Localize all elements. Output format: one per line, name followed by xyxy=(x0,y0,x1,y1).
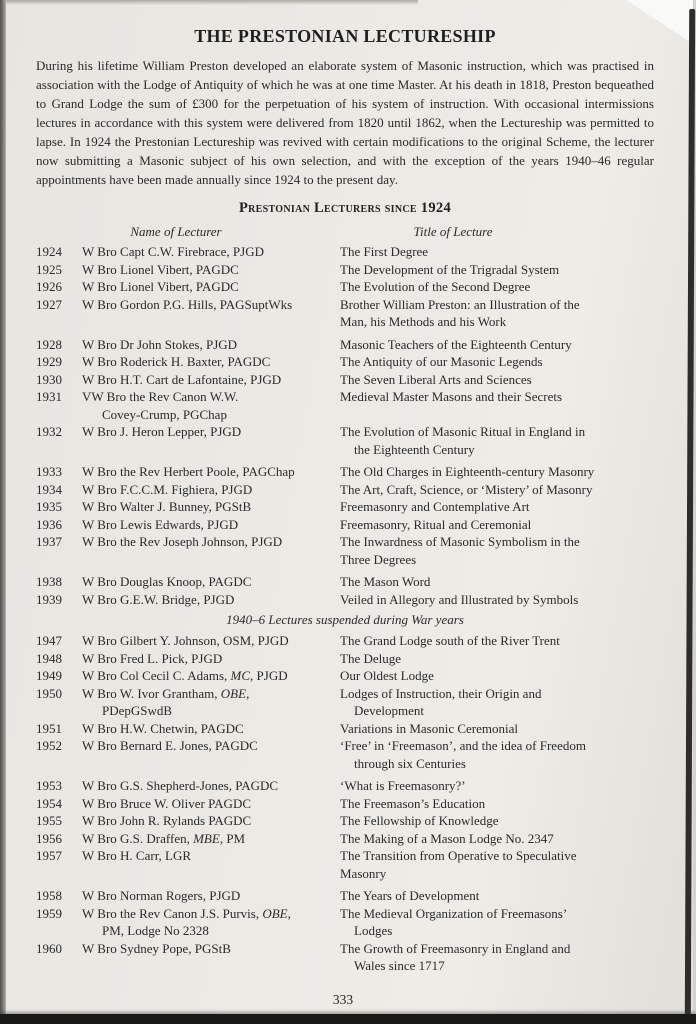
scan-edge-bottom xyxy=(0,1014,696,1024)
lecture-title-cell: The Art, Craft, Science, or ‘Mistery’ of Masonry xyxy=(340,481,593,497)
intro-paragraph: During his lifetime William Preston developed an elaborate system of Masonic instruction, which was practised in association with the Lodge of Antiquity of which he was at one time Master. At his death in 1818, Preston bequeathed to Grand Lodge the sum of £300 for the perpetuation of his system of instruction. With occasional intermissions lectures in accordance with this system were delivered from 1820 until 1862, when the Lectureship was permitted to lapse. In 1924 the Prestonian Lectureship was revived with certain modifications to the original Scheme, the lecturer now submitting a Masonic subject of his own selection, and with the exception of the years 1940–46 regular appointments have been made annually since 1924 to the present day. xyxy=(36,58,654,187)
column-header-name-of-lecturer: Name of Lecturer xyxy=(130,224,222,239)
year-cell: 1948 xyxy=(36,650,62,666)
lecturer-name-cell: W Bro Gordon P.G. Hills, PAGSuptWks xyxy=(82,296,293,312)
lecture-title-cell: Variations in Masonic Ceremonial xyxy=(340,720,518,736)
year-cell: 1952 xyxy=(36,738,62,753)
year-cell: 1928 xyxy=(36,336,62,352)
page-number: 333 xyxy=(332,992,354,1007)
lecturer-name-cell: W Bro Roderick H. Baxter, PAGDC xyxy=(82,354,271,369)
lecturer-name-cell: W Bro Sydney Pope, PGStB xyxy=(82,940,231,956)
book-gutter-edge-left xyxy=(0,0,6,1024)
lecturer-name-cell: W Bro G.S. Draffen, MBE, PM xyxy=(82,830,246,846)
year-cell: 1951 xyxy=(36,720,62,736)
lecturer-row xyxy=(36,336,654,354)
year-cell: 1937 xyxy=(36,534,62,549)
lecturer-row xyxy=(36,423,654,458)
lecture-title-cell: Freemasonry and Contemplative Art xyxy=(340,499,530,514)
year-column-spacer xyxy=(36,224,82,240)
lecturer-name-cell: W Bro John R. Rylands PAGDC xyxy=(82,813,252,828)
year-cell: 1938 xyxy=(36,574,62,589)
lecture-title-cell: Brother William Preston: an Illustration of the Man, his Methods and his Work xyxy=(340,296,580,329)
lecturer-row xyxy=(36,533,654,568)
lecturer-row xyxy=(36,371,654,389)
lecturer-row xyxy=(36,650,654,668)
lecture-title-cell: The Grand Lodge south of the River Trent xyxy=(340,633,560,648)
lecturer-name-cell: VW Bro the Rev Canon W.W. Covey-Crump, PGChap xyxy=(82,389,239,422)
year-cell: 1950 xyxy=(36,685,62,701)
lecturer-name-cell: W Bro Dr John Stokes, PJGD xyxy=(82,336,238,352)
lecturer-name-cell: W Bro the Rev Herbert Poole, PAGChap xyxy=(82,464,295,479)
lecturer-name-cell: W Bro Bernard E. Jones, PAGDC xyxy=(82,738,258,753)
column-header-title-of-lecture: Title of Lecture xyxy=(413,224,493,239)
lecturer-name-cell: W Bro Walter J. Bunney, PGStB xyxy=(82,499,252,514)
lecturer-row xyxy=(36,591,654,609)
lecture-title-cell: The Seven Liberal Arts and Sciences xyxy=(340,371,532,387)
year-cell: 1958 xyxy=(36,888,62,903)
lecturer-name-cell: W Bro G.S. Shepherd-Jones, PAGDC xyxy=(82,778,279,793)
lecture-title-cell: The Fellowship of Knowledge xyxy=(340,813,499,828)
lecturer-name-cell: W Bro the Rev Canon J.S. Purvis, OBE, PM, Lodge No 2328 xyxy=(82,905,291,938)
year-cell: 1932 xyxy=(36,424,62,439)
year-cell: 1925 xyxy=(36,261,62,277)
year-cell: 1960 xyxy=(36,940,62,956)
year-cell: 1931 xyxy=(36,389,62,404)
lecture-title-cell: The First Degree xyxy=(340,244,429,259)
lecturer-row xyxy=(36,777,654,795)
year-cell: 1935 xyxy=(36,499,62,514)
lecture-title-cell: The Inwardness of Masonic Symbolism in the Three Degrees xyxy=(340,534,580,567)
year-cell: 1947 xyxy=(36,633,62,648)
lecture-title-cell: ‘Free’ in ‘Freemason’, and the idea of Freedom through six Centuries xyxy=(340,738,586,771)
lecturer-name-cell: W Bro Douglas Knoop, PAGDC xyxy=(82,574,252,589)
page-content xyxy=(36,0,654,975)
year-cell: 1926 xyxy=(36,279,62,294)
lecturer-row xyxy=(36,720,654,738)
year-cell: 1929 xyxy=(36,354,62,369)
year-cell: 1927 xyxy=(36,296,62,312)
lecturer-row xyxy=(36,243,654,261)
lecturer-row xyxy=(36,830,654,848)
lecturer-name-cell: W Bro Capt C.W. Firebrace, PJGD xyxy=(82,244,264,259)
year-cell: 1924 xyxy=(36,244,62,259)
lecturer-name-cell: W Bro H. Carr, LGR xyxy=(82,848,192,863)
lecturer-name-cell: W Bro Norman Rogers, PJGD xyxy=(82,888,241,903)
year-cell: 1949 xyxy=(36,668,62,683)
lecturer-name-cell: W Bro Lionel Vibert, PAGDC xyxy=(82,261,239,277)
lecture-title-cell: The Antiquity of our Masonic Legends xyxy=(340,354,543,369)
lecture-title-cell: Freemasonry, Ritual and Ceremonial xyxy=(340,516,532,532)
lecture-title-cell: Veiled in Allegory and Illustrated by Symbols xyxy=(340,591,579,607)
lecture-title-cell: ‘What is Freemasonry?’ xyxy=(340,778,466,793)
lecturer-row xyxy=(36,905,654,940)
lecturer-row xyxy=(36,940,654,975)
lecture-title-cell: The Development of the Trigradal System xyxy=(340,261,560,277)
lecturer-name-cell: W Bro J. Heron Lepper, PJGD xyxy=(82,424,242,439)
lecture-title-cell: Our Oldest Lodge xyxy=(340,668,434,683)
page-title: THE PRESTONIAN LECTURESHIP xyxy=(194,26,496,46)
lecturer-name-cell: W Bro W. Ivor Grantham, OBE, PDepGSwdB xyxy=(82,685,250,718)
year-cell: 1955 xyxy=(36,813,62,828)
lecture-title-cell: The Years of Development xyxy=(340,888,480,903)
lecturer-row xyxy=(36,278,654,296)
lecture-title-cell: The Making of a Mason Lodge No. 2347 xyxy=(340,830,554,846)
lecture-title-cell: The Evolution of the Second Degree xyxy=(340,279,531,294)
lecture-title-cell: The Mason Word xyxy=(340,574,431,589)
lecturer-row xyxy=(36,296,654,331)
lecturer-row xyxy=(36,737,654,772)
lecture-title-cell: The Medieval Organization of Freemasons’ Lodges xyxy=(340,905,568,938)
lecture-title-cell: The Growth of Freemasonry in England and Wales since 1717 xyxy=(340,940,571,973)
lecturer-name-cell: W Bro H.T. Cart de Lafontaine, PJGD xyxy=(82,371,282,387)
lecture-title-cell: Medieval Master Masons and their Secrets xyxy=(340,389,563,404)
section-heading: Prestonian Lecturers since 1924 xyxy=(238,200,451,216)
table-column-headers xyxy=(36,224,654,240)
lecturer-name-cell: W Bro Gilbert Y. Johnson, OSM, PJGD xyxy=(82,633,289,648)
year-cell: 1936 xyxy=(36,516,62,532)
year-cell: 1933 xyxy=(36,464,62,479)
lecturer-name-cell: W Bro the Rev Joseph Johnson, PJGD xyxy=(82,534,283,549)
lecture-title-cell: Masonic Teachers of the Eighteenth Century xyxy=(340,336,572,352)
lecture-title-cell: The Old Charges in Eighteenth-century Masonry xyxy=(340,464,595,479)
lecture-title-cell: Lodges of Instruction, their Origin and Development xyxy=(340,685,542,718)
year-cell: 1939 xyxy=(36,591,62,607)
lecture-title-cell: The Evolution of Masonic Ritual in England in the Eighteenth Century xyxy=(340,424,586,457)
lecturer-row xyxy=(36,685,654,720)
year-cell: 1934 xyxy=(36,481,62,497)
lecture-title-cell: The Deluge xyxy=(340,650,402,666)
lecturer-row xyxy=(36,795,654,813)
lecture-title-cell: The Freemason’s Education xyxy=(340,795,486,811)
lecturer-name-cell: W Bro H.W. Chetwin, PAGDC xyxy=(82,720,244,736)
lecturer-row xyxy=(36,481,654,499)
lecturer-row xyxy=(36,463,654,481)
lecturer-row xyxy=(36,887,654,905)
year-cell: 1959 xyxy=(36,905,62,921)
lecturer-row xyxy=(36,667,654,685)
lecturer-row xyxy=(36,847,654,882)
lecturer-name-cell: W Bro F.C.C.M. Fighiera, PJGD xyxy=(82,481,253,497)
lecturers-table-postwar xyxy=(36,632,654,975)
lecturer-row xyxy=(36,388,654,423)
lecturer-name-cell: W Bro Lionel Vibert, PAGDC xyxy=(82,279,239,294)
lecturer-row xyxy=(36,812,654,830)
lecturer-row xyxy=(36,353,654,371)
lecturer-row xyxy=(36,573,654,591)
war-years-note: 1940–6 Lectures suspended during War years xyxy=(226,612,464,627)
lecturer-name-cell: W Bro Lewis Edwards, PJGD xyxy=(82,516,239,532)
lecturer-row xyxy=(36,261,654,279)
year-cell: 1956 xyxy=(36,830,62,846)
lecturer-row xyxy=(36,498,654,516)
lecturer-row xyxy=(36,632,654,650)
lecturer-name-cell: W Bro Col Cecil C. Adams, MC, PJGD xyxy=(82,668,288,683)
year-cell: 1954 xyxy=(36,795,62,811)
year-cell: 1930 xyxy=(36,371,62,387)
lecturer-name-cell: W Bro Bruce W. Oliver PAGDC xyxy=(82,795,251,811)
year-cell: 1957 xyxy=(36,848,62,863)
lecturer-name-cell: W Bro G.E.W. Bridge, PJGD xyxy=(82,591,235,607)
lecturer-row xyxy=(36,516,654,534)
lecturers-table-prewar xyxy=(36,243,654,608)
year-cell: 1953 xyxy=(36,778,62,793)
lecturer-name-cell: W Bro Fred L. Pick, PJGD xyxy=(82,650,223,666)
lecture-title-cell: The Transition from Operative to Speculative Masonry xyxy=(340,848,577,881)
